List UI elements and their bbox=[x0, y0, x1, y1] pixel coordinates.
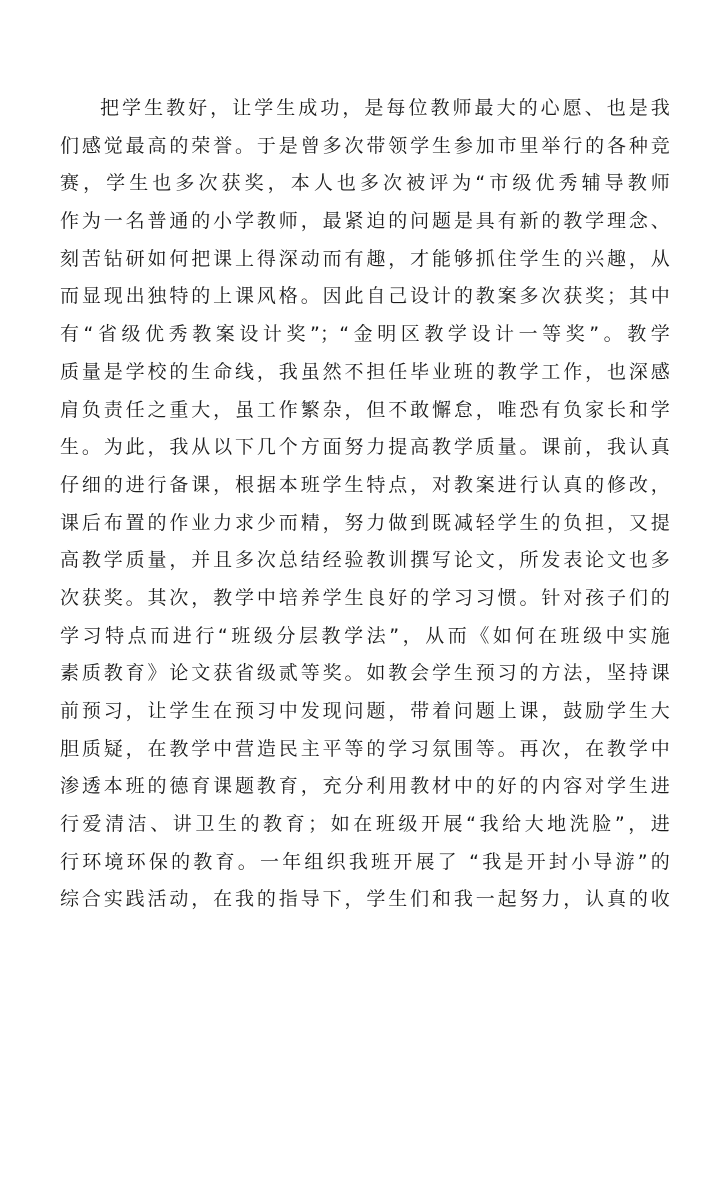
text-line: 赛，学生也多次获奖，本人也多次被评为“市级优秀辅导教师 bbox=[60, 172, 670, 195]
text-line: 胆质疑，在教学中营造民主平等的学习氛围等。再次，在教学中 bbox=[60, 737, 670, 760]
text-line: 们感觉最高的荣誉。于是曾多次带领学生参加市里举行的各种竞 bbox=[60, 134, 670, 157]
text-line: 仔细的进行备课，根据本班学生特点，对教案进行认真的修改， bbox=[60, 473, 670, 496]
text-line: 作为一名普通的小学教师，最紧迫的问题是具有新的教学理念、 bbox=[60, 210, 670, 233]
text-line: 有“省级优秀教案设计奖”；“金明区教学设计一等奖”。教学 bbox=[60, 323, 670, 346]
text-line: 次获奖。其次，教学中培养学生良好的学习习惯。针对孩子们的 bbox=[60, 586, 670, 609]
text-line: 综合实践活动，在我的指导下，学生们和我一起努力，认真的收 bbox=[60, 888, 670, 911]
text-line: 肩负责任之重大，虽工作繁杂，但不敢懈怠，唯恐有负家长和学 bbox=[60, 398, 670, 421]
text-line: 素质教育》论文获省级贰等奖。如教会学生预习的方法，坚持课 bbox=[60, 662, 670, 685]
text-line: 而显现出独特的上课风格。因此自己设计的教案多次获奖；其中 bbox=[60, 285, 670, 308]
text-line: 学习特点而进行“班级分层教学法”，从而《如何在班级中实施 bbox=[60, 624, 670, 647]
text-line: 行爱清洁、讲卫生的教育；如在班级开展“我给大地洗脸”，进 bbox=[60, 813, 670, 836]
text-line: 质量是学校的生命线，我虽然不担任毕业班的教学工作，也深感 bbox=[60, 360, 670, 383]
paragraph bbox=[60, 90, 670, 919]
text-line: 高教学质量，并且多次总结经验教训撰写论文，所发表论文也多 bbox=[60, 549, 670, 572]
text-line: 刻苦钻研如何把课上得深动而有趣，才能够抓住学生的兴趣，从 bbox=[60, 247, 670, 270]
text-line: 渗透本班的德育课题教育，充分利用教材中的好的内容对学生进 bbox=[60, 775, 670, 798]
text-line: 课后布置的作业力求少而精，努力做到既减轻学生的负担，又提 bbox=[60, 511, 670, 534]
text-line: 前预习，让学生在预习中发现问题，带着问题上课，鼓励学生大 bbox=[60, 700, 670, 722]
text-line: 把学生教好，让学生成功，是每位教师最大的心愿、也是我 bbox=[100, 97, 670, 119]
text-line: 生。为此，我从以下几个方面努力提高教学质量。课前，我认真 bbox=[60, 436, 670, 459]
text-line: 行环境环保的教育。一年组织我班开展了 “我是开封小导游”的 bbox=[60, 850, 670, 873]
